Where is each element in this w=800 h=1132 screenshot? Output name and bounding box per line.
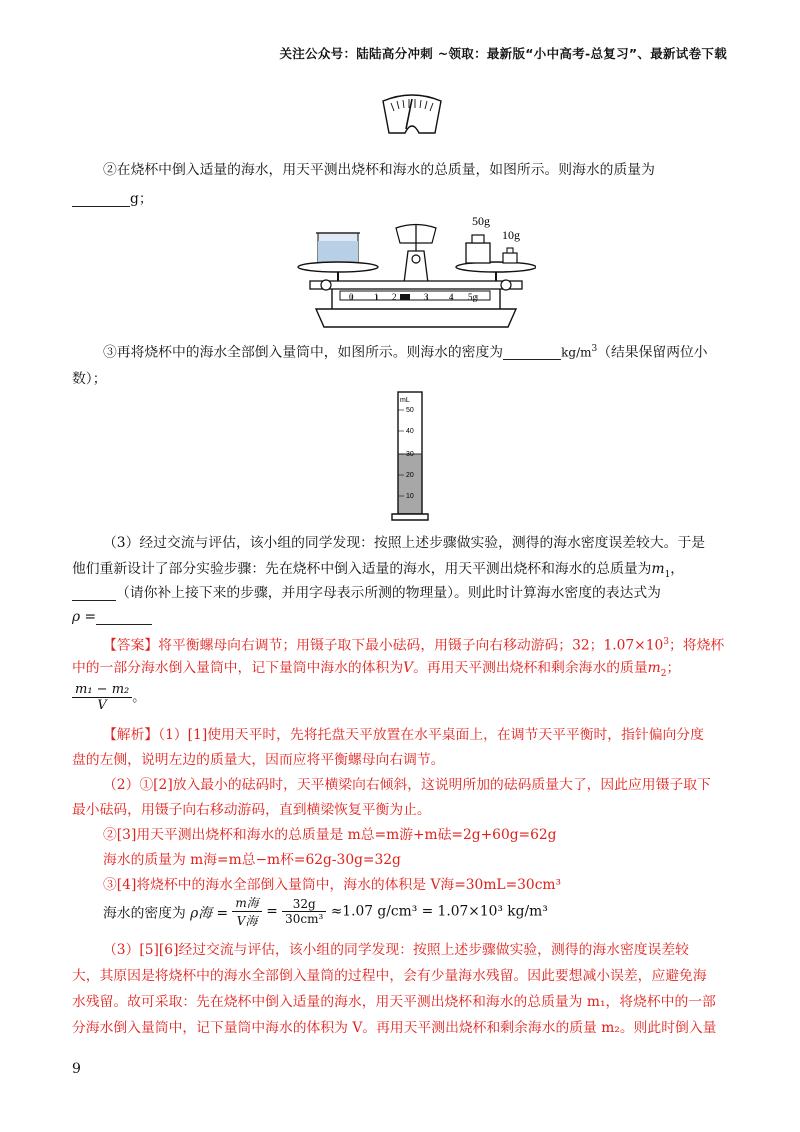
cylinder-tick-50: 50 <box>406 407 414 414</box>
analysis-p3-line2: 海水的质量为 m海=m总−m杯=62g-30g=32g <box>103 852 401 868</box>
scale-label-3: 3 <box>424 292 429 302</box>
question-2-text: ②在烧杯中倒入适量的海水，用天平测出烧杯和海水的总质量，如图所示。则海水的质量为 <box>103 162 655 178</box>
part3-line2: 他们重新设计了部分实验步骤：先在烧杯中倒入适量的海水，用天平测出烧杯和海水的总质量为$m_1$， <box>72 561 685 580</box>
cylinder-tick-40: 40 <box>406 428 414 435</box>
scale-label-2: 2 <box>392 292 397 302</box>
cylinder-tick-20: 20 <box>406 472 414 479</box>
expression-answer-blank <box>96 612 152 625</box>
balance-figure <box>296 213 536 331</box>
part3-line1: （3）经过交流与评估，该小组的同学发现：按照上述步骤做实验，测得的海水密度误差较大。于是 <box>103 535 706 551</box>
weight-10g-label: 10g <box>502 228 520 242</box>
scale-label-5: 5g <box>468 292 477 302</box>
question-3-text-cont: 数）； <box>72 371 107 387</box>
cylinder-unit-label: mL <box>400 397 410 404</box>
answer-line1: 【答案】将平衡螺母向右调节；用镊子取下最小砝码，用镊子向右移动游码；32；$1.07\times 10^3$；将烧杯 <box>103 637 725 654</box>
answer-line2: 中的一部分海水倒入量筒中，记下量筒中海水的体积为V。再用天平测出烧杯和剩余海水的质量$m_2$； <box>72 660 681 679</box>
answer-fraction: $\frac{\text{m₁ − m₂}}{V}$ 。 <box>72 682 145 713</box>
page-header: 关注公众号：陆陆高分冲刺 ~领取：最新版“小中高考-总复习”、最新试卷下载 <box>279 46 727 61</box>
analysis-p4-line1: （3）[5][6]经过交流与评估，该小组的同学发现：按照上述步骤做实验，测得的海水密度误差较 <box>103 942 689 958</box>
question-2-answer-line: g； <box>72 193 153 207</box>
analysis-p3-line1: ②[3]用天平测出烧杯和海水的总质量是 m总=m游+m砝=2g+60g=62g <box>103 827 557 843</box>
weight-50g-label: 50g <box>472 214 490 228</box>
cylinder-tick-30: 30 <box>406 451 414 458</box>
scale-label-1: 1 <box>374 292 379 302</box>
part3-line3: （请你补上接下来的步骤，并用字母表示所测的物理量）。则此时计算海水密度的表达式为 <box>72 587 661 601</box>
answer-blank <box>72 194 130 207</box>
analysis-p4-line3: 水残留。故可采取：先在烧杯中倒入适量的海水，用天平测出烧杯和海水的总质量为 m₁，将烧杯中的一部 <box>72 994 716 1010</box>
analysis-p4-line2: 大，其原因是将烧杯中的海水全部倒入量筒的过程中，会有少量海水残留。因此要想减小误差，应避免海 <box>72 968 707 984</box>
step-answer-blank <box>72 588 116 601</box>
analysis-p4-line4: 分海水倒入量筒中，记下量筒中海水的体积为 V。再用天平测出烧杯和剩余海水的质量 m₂。则此时倒入量 <box>72 1020 717 1036</box>
page-number: 9 <box>72 1061 81 1077</box>
scale-label-0: 0 <box>349 292 354 302</box>
analysis-p1-line1: 【解析】（1）[1]使用天平时，先将托盘天平放置在水平桌面上，在调节天平平衡时，指针偏向分度 <box>103 727 704 743</box>
scale-label-4: 4 <box>449 292 454 302</box>
graduated-cylinder-figure <box>386 388 436 528</box>
density-answer-blank <box>503 347 561 360</box>
analysis-p3-line3: ③[4]将烧杯中的海水全部倒入量筒中，海水的体积是 V海=30mL=30cm³ <box>103 877 562 893</box>
analysis-p2-line2: 最小砝码，用镊子向右移动游码，直到横梁恢复平衡为止。 <box>72 802 431 818</box>
part3-line4: ρ = <box>72 611 152 625</box>
question-3-text: ③再将烧杯中的海水全部倒入量筒中，如图所示。则海水的密度为 $kg/m^3$（结果保留两位小 <box>103 344 708 361</box>
density-formula: 海水的密度为 ρ海 = $\frac{\text{m海}}{\text{V海}}$ = $\frac{32g}{\text{30cm³}}$ ≈1.07 g/cm³ = 1.07×10³ kg/m³ <box>103 896 548 928</box>
balance-dial-figure <box>377 93 447 138</box>
analysis-p2-line1: （2）①[2]放入最小的砝码时，天平横梁向右倾斜，这说明所加的砝码质量大了，因此应用镊子取下 <box>103 777 711 793</box>
analysis-p1-line2: 盘的左侧，说明左边的质量大，因而应将平衡螺母向右调节。 <box>72 752 445 768</box>
cylinder-tick-10: 10 <box>406 493 414 500</box>
